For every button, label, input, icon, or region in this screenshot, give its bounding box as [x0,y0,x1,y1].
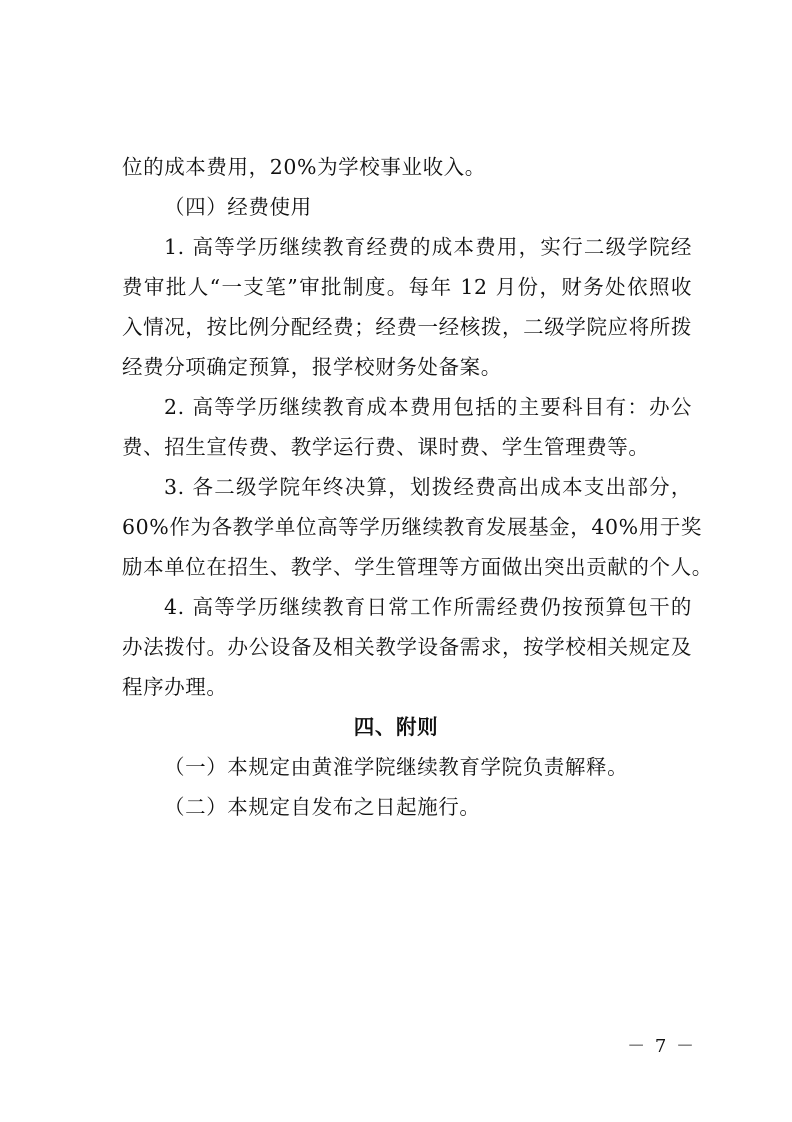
paragraph-line: 4. 高等学历继续教育日常工作所需经费仍按预算包干的 [164,595,692,619]
paragraph-line: 2. 高等学历继续教育成本费用包括的主要科目有：办公 [164,395,692,419]
paragraph-line: 3. 各二级学院年终决算，划拨经费高出成本支出部分， [164,475,692,499]
paragraph-line: 1. 高等学历继续教育经费的成本费用，实行二级学院经 [164,235,692,259]
paragraph-line: 60%作为各教学单位高等学历继续教育发展基金，40%用于奖 [122,515,703,539]
paragraph-line: （一）本规定由黄淮学院继续教育学院负责解释。 [164,755,629,779]
paragraph-line: 费、招生宣传费、教学运行费、课时费、学生管理费等。 [122,435,650,459]
paragraph-line: 励本单位在招生、教学、学生管理等方面做出突出贡献的个人。 [122,555,713,579]
paragraph-line: 程序办理。 [122,675,228,699]
paragraph-line: 费审批人“一支笔”审批制度。每年 12 月份，财务处依照收 [122,275,692,299]
page-number: － 7 － [627,1036,696,1057]
paragraph-line: （二）本规定自发布之日起施行。 [164,795,481,819]
section-subheading: （四）经费使用 [164,195,312,219]
section-heading: 四、附则 [353,715,439,739]
paragraph-line: 入情况，按比例分配经费；经费一经核拨，二级学院应将所拨 [122,315,692,339]
paragraph-line: 位的成本费用，20%为学校事业收入。 [122,155,486,179]
paragraph-line: 经费分项确定预算，报学校财务处备案。 [122,355,502,379]
paragraph-line: 办法拨付。办公设备及相关教学设备需求，按学校相关规定及 [122,635,692,659]
